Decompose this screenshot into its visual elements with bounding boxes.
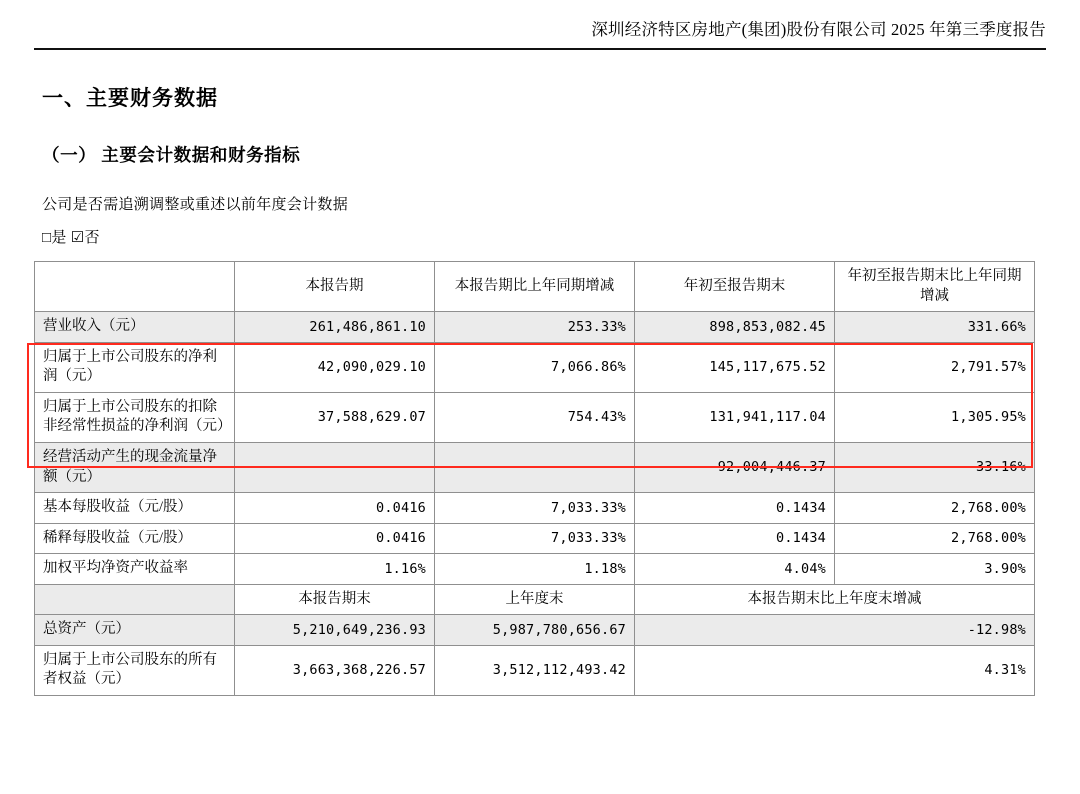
- financial-summary-table: [34, 261, 1035, 696]
- table-row: [35, 615, 1035, 646]
- row-value: —: [235, 442, 435, 492]
- row-value: 145,117,675.52: [635, 342, 835, 392]
- row-value: 7,033.33%: [435, 523, 635, 554]
- header-ytd: 年初至报告期末: [635, 262, 835, 312]
- row-label: 归属于上市公司股东的所有者权益（元）: [35, 645, 235, 695]
- row-value: 5,210,649,236.93: [235, 615, 435, 646]
- row-value: 0.0416: [235, 493, 435, 524]
- table-row: [35, 312, 1035, 343]
- row-value: 3,512,112,493.42: [435, 645, 635, 695]
- row-value: 37,588,629.07: [235, 392, 435, 442]
- row-label: 基本每股收益（元/股）: [35, 493, 235, 524]
- header-period-change: 本报告期末比上年度末增减: [635, 584, 1035, 615]
- header-current-period-yoy: 本报告期比上年同期增减: [435, 262, 635, 312]
- row-value: 331.66%: [835, 312, 1035, 343]
- table-header-row: [35, 262, 1035, 312]
- row-value: 1,305.95%: [835, 392, 1035, 442]
- running-header-text: 深圳经济特区房地产(集团)股份有限公司 2025 年第三季度报告: [591, 20, 1046, 39]
- row-label: 经营活动产生的现金流量净额（元）: [35, 442, 235, 492]
- row-value: 7,033.33%: [435, 493, 635, 524]
- row-value: 0.1434: [635, 493, 835, 524]
- table-row: [35, 523, 1035, 554]
- row-value: 4.04%: [635, 554, 835, 585]
- header-period-end: 本报告期末: [235, 584, 435, 615]
- row-value: 131,941,117.04: [635, 392, 835, 442]
- row-value: 42,090,029.10: [235, 342, 435, 392]
- row-value: 2,768.00%: [835, 523, 1035, 554]
- row-label: 稀释每股收益（元/股）: [35, 523, 235, 554]
- row-value: 898,853,082.45: [635, 312, 835, 343]
- row-value: 33.16%: [835, 442, 1035, 492]
- header-ytd-yoy: 年初至报告期末比上年同期增减: [835, 262, 1035, 312]
- row-value: 754.43%: [435, 392, 635, 442]
- row-label: 归属于上市公司股东的净利润（元）: [35, 342, 235, 392]
- row-value: -12.98%: [635, 615, 1035, 646]
- page-title: 一、主要财务数据: [42, 86, 218, 110]
- row-value: -92,004,446.37: [635, 442, 835, 492]
- row-label: 归属于上市公司股东的扣除非经常性损益的净利润（元）: [35, 392, 235, 442]
- table-row: [35, 554, 1035, 585]
- table-row: [35, 442, 1035, 492]
- row-label: 营业收入（元）: [35, 312, 235, 343]
- yes-no-checkboxes: □是 ☑否: [42, 230, 100, 246]
- row-value: 3,663,368,226.57: [235, 645, 435, 695]
- row-label: 总资产（元）: [35, 615, 235, 646]
- header-blank-2: [35, 584, 235, 615]
- table-row: [35, 645, 1035, 695]
- row-value: 1.18%: [435, 554, 635, 585]
- row-value: 5,987,780,656.67: [435, 615, 635, 646]
- row-value: 0.0416: [235, 523, 435, 554]
- header-current-period: 本报告期: [235, 262, 435, 312]
- table-second-header-row: [35, 584, 1035, 615]
- retro-adjust-note: 公司是否需追溯调整或重述以前年度会计数据: [42, 197, 349, 213]
- row-value: 1.16%: [235, 554, 435, 585]
- table-row: [35, 392, 1035, 442]
- row-value: 2,791.57%: [835, 342, 1035, 392]
- header-blank: [35, 262, 235, 312]
- running-header: [34, 0, 1046, 40]
- row-value: —: [435, 442, 635, 492]
- header-last-year-end: 上年度末: [435, 584, 635, 615]
- row-value: 3.90%: [835, 554, 1035, 585]
- table-row: [35, 342, 1035, 392]
- row-value: 7,066.86%: [435, 342, 635, 392]
- row-value: 2,768.00%: [835, 493, 1035, 524]
- row-value: 261,486,861.10: [235, 312, 435, 343]
- row-label: 加权平均净资产收益率: [35, 554, 235, 585]
- header-divider: [34, 48, 1046, 50]
- row-value: 0.1434: [635, 523, 835, 554]
- table-row: [35, 493, 1035, 524]
- subsection-title: （一） 主要会计数据和财务指标: [42, 145, 301, 165]
- row-value: 4.31%: [635, 645, 1035, 695]
- row-value: 253.33%: [435, 312, 635, 343]
